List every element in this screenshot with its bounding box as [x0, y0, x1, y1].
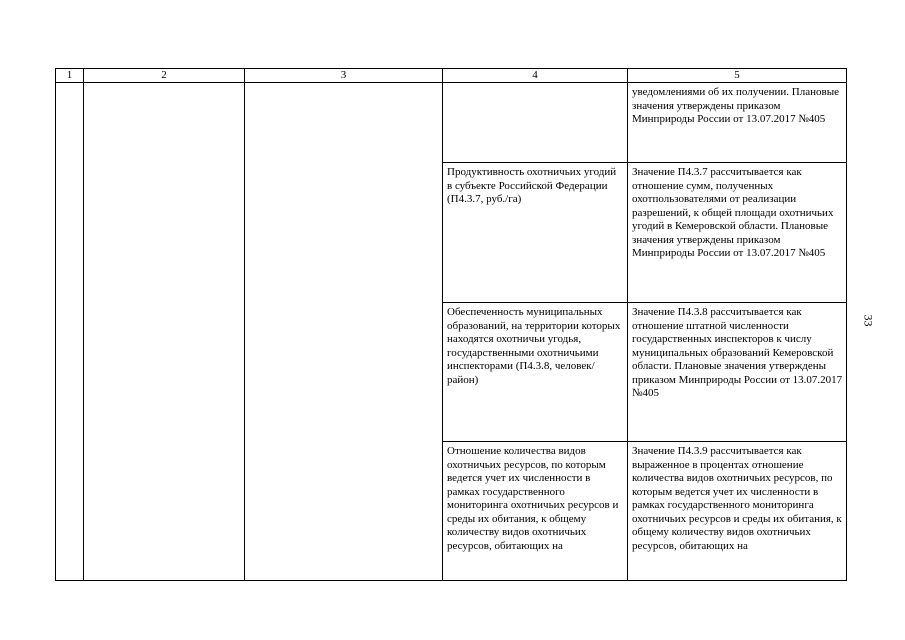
header-col-1: 1 [56, 69, 84, 83]
header-col-3: 3 [245, 69, 443, 83]
indicator-cell: Продуктивность охотничьих угодий в субъекте Российской Федерации (П4.3.7, руб./га) [443, 163, 628, 303]
table-row [56, 83, 847, 163]
method-cell: Значение П4.3.7 рассчитывается как отношение сумм, полученных охотпользователями от реализации разрешений, к общей площади охотничьих угодий в Кемеровской области. Плановые значения утверждены приказом Минприроды России от 13.07.2017 №405 [628, 163, 847, 303]
page-number: 33 [861, 314, 876, 327]
indicator-cell: Обеспеченность муниципальных образований, на территории которых находятся охотничьи угодья, государственными охотничьими инспекторами (П4.3.8, человек/район) [443, 303, 628, 442]
method-cell: Значение П4.3.8 рассчитывается как отношение штатной численности государственных инспекторов к числу муниципальных образований Кемеровской области. Плановые значения утверждены приказом Минприроды России от 13.07.2017 №405 [628, 303, 847, 442]
indicator-cell [443, 83, 628, 163]
header-col-2: 2 [84, 69, 245, 83]
header-col-4: 4 [443, 69, 628, 83]
cell-col-1 [56, 83, 84, 581]
header-col-5: 5 [628, 69, 847, 83]
method-cell: уведомлениями об их получении. Плановые значения утверждены приказом Минприроды России от 13.07.2017 №405 [628, 83, 847, 163]
table-header-row [56, 69, 847, 83]
cell-col-3 [245, 83, 443, 581]
cell-col-2 [84, 83, 245, 581]
indicators-table [55, 68, 847, 581]
indicator-cell: Отношение количества видов охотничьих ресурсов, по которым ведется учет их численности в рамках государственного мониторинга охотничьих ресурсов и среды их обитания, к общему количеству видов охотничьих ресурсов, обитающих на [443, 442, 628, 581]
method-cell: Значение П4.3.9 рассчитывается как выраженное в процентах отношение количества видов охотничьих ресурсов, по которым ведется учет их численности в рамках государственного мониторинга охотничьих ресурсов и среды их обитания, к общему количеству видов охотничьих ресурсов, обитающих на [628, 442, 847, 581]
